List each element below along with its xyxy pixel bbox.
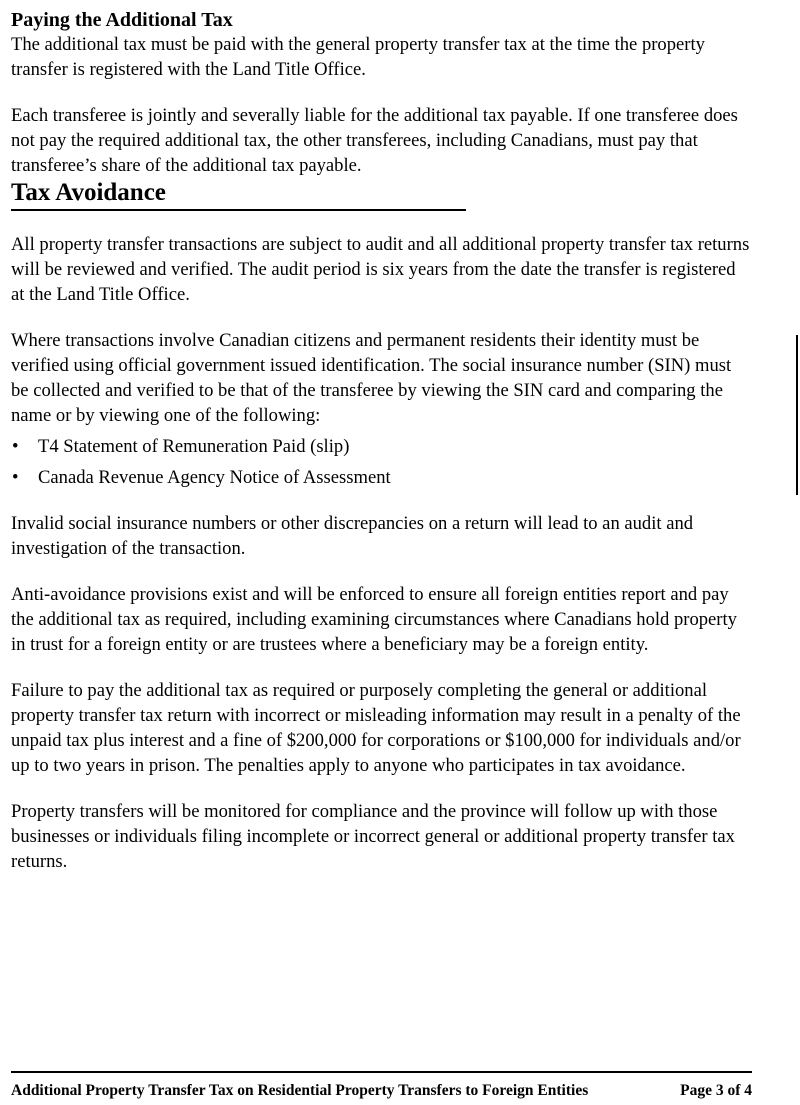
footer-document-title: Additional Property Transfer Tax on Residential Property Transfers to Foreign Entities [11,1082,589,1099]
revision-change-bar [796,335,798,495]
list-item [11,434,751,459]
bullet-list-sin-documents [11,434,751,490]
paragraph-anti-avoidance: Anti-avoidance provisions exist and will be enforced to ensure all foreign entities report and pay the additional tax as required, including examining circumstances where Canadians hold property in trust for a foreign entity or are trustees where a beneficiary may be a foreign entity. [11,584,737,655]
list-item-text: T4 Statement of Remuneration Paid (slip) [38,436,350,457]
paragraph-payment-timing: The additional tax must be paid with the general property transfer tax at the time the property transfer is registered with the Land Title Office. [11,34,705,80]
document-page [11,8,751,874]
heading-paying-additional-tax: Paying the Additional Tax [11,9,233,31]
paragraph-joint-liability: Each transferee is jointly and severally liable for the additional tax payable. If one transferee does not pay the required additional tax, the other transferees, including Canadians, must pay that transferee’s share of the additional tax payable. [11,105,738,176]
list-item [11,465,751,490]
list-item-text: Canada Revenue Agency Notice of Assessment [38,467,391,488]
paragraph-invalid-sin: Invalid social insurance numbers or other discrepancies on a return will lead to an audit and investigation of the transaction. [11,513,694,559]
paragraph-compliance-monitoring: Property transfers will be monitored for compliance and the province will follow up with those businesses or individuals filing incomplete or incorrect general or additional property transfer tax returns. [11,801,735,872]
footer-divider [11,1071,752,1073]
bullet-icon: • [12,467,19,488]
heading-tax-avoidance: Tax Avoidance [11,178,466,211]
paragraph-identity-verification: Where transactions involve Canadian citizens and permanent residents their identity must be verified using official government issued identification. The social insurance number (SIN) must be collected and verified to be that of the transferee by viewing the SIN card and comparing the name or by viewing one of the following: [11,330,732,426]
paragraph-penalties: Failure to pay the additional tax as required or purposely completing the general or additional property transfer tax return with incorrect or misleading information may result in a penalty of the unpaid tax plus interest and a fine of $200,000 for corporations or $100,000 for individuals and/or up to two years in prison. The penalties apply to anyone who participates in tax avoidance. [11,680,741,776]
paragraph-audit: All property transfer transactions are subject to audit and all additional property transfer tax returns will be reviewed and verified. The audit period is six years from the date the transfer is registered at the Land Title Office. [11,234,750,305]
bullet-icon: • [12,436,19,457]
footer-page-number: Page 3 of 4 [680,1082,752,1099]
